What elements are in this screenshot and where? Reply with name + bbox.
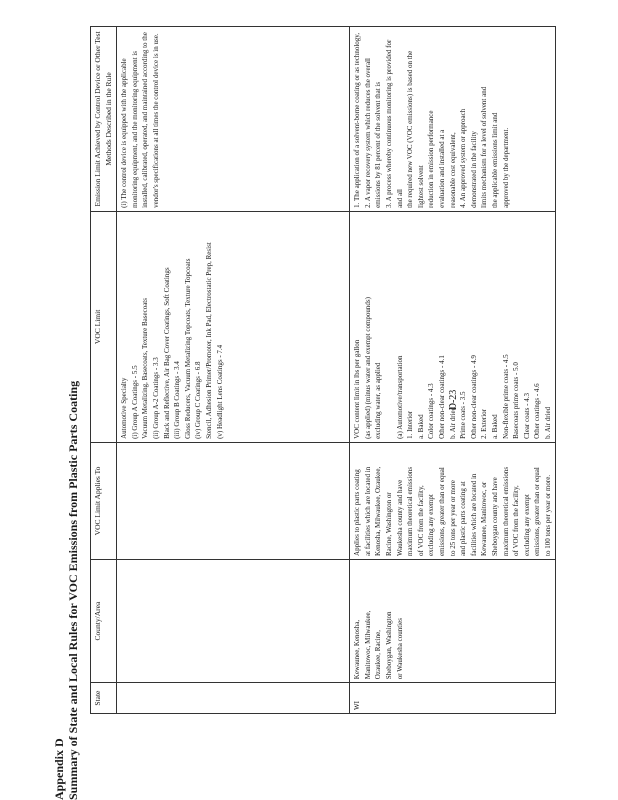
cell-line: the required new VOC (VOC emissions) is based on the lightest solvent [406,50,425,208]
cell-line: a. Baked [490,414,499,439]
cell-line: Sheboygan, Washington [384,611,393,680]
cell-line: evaluation and installed at a [437,129,446,208]
cell-line: (ii) Group A-2 Coatings - 3.3 [151,357,160,439]
cell-line [384,215,395,439]
cell-line: Waukesha county and have [395,479,404,556]
county-cell [117,559,350,682]
cell-line: at facilities which are located in [363,466,372,556]
cell-line: Vacuum Metalizing, Basecoats, Texture Basecoats [141,298,150,439]
cell-line: (i) Group A Coatings - 5.5 [130,365,139,439]
cell-line: to 25 tons per year or more [448,480,457,556]
cell-line: maximum theoretical emissions [406,466,415,556]
cell-line: Black and Reflective, Air Bag Cover Coatings, Soft Coatings [162,267,171,439]
cell-line: (i) The control device is equipped with the applicable monitoring equipment, and the monitoring equipment is installed, calibrated, operated, and maintained according to the vendor's specifications at all times the control device is in use. [120,32,160,208]
cell-line: emissions, greater than or equal [437,467,446,556]
cell-line: Other non-clear coatings - 4.1 [437,355,446,439]
cell-line: of VOC from the facility, [416,485,425,556]
cell-line: a. Baked [416,414,425,439]
column-header-county: County/Area [91,559,117,682]
cell-line: of VOC from the facility, [512,485,521,556]
cell-line: (as applied) (minus water and exempt compounds) [363,297,372,439]
cell-line: VOC content limit in lbs per gallon [353,339,362,439]
cell-line: 1. Interior [406,410,415,439]
cell-line: b. Air dried [448,406,457,439]
cell-line: limits mechanism for a level of solvent and [480,86,489,208]
control-method-cell [117,27,350,212]
cell-line: approved by the department. [501,127,510,208]
cell-line: 2. Exterior [480,408,489,439]
applies-to-cell [117,442,350,559]
cell-line: 2. A vapor recovery system which reduces the overall emissions by 81 percent of the solvent that is [363,58,383,208]
cell-line: (a) Automotive/transportation [395,355,404,439]
cell-line: Stencil, Adhesion Primer/Promoter, Ink Pad, Electrostatic Prep, Resist [204,242,213,439]
cell-line: the applicable emissions limit and [490,112,499,208]
cell-line: reasonable cost equivalent, [448,132,457,208]
cell-line: excluding any exempt [522,494,531,556]
cell-line: facilities which are located in [469,473,478,556]
cell-line: 4. An approved system or approach [459,108,468,208]
table-header-row [91,27,117,714]
cell-line: reduction in emission performance [427,110,436,208]
cell-line: Automotive Specialty [120,377,129,439]
cell-line: (iv) Group C Coatings - 6.8 [194,361,203,439]
state-cell: WI [350,683,556,714]
voc-limit-cell [117,211,350,442]
cell-line: Non-flexible prime coats - 4.5 [501,354,510,439]
cell-line: Other non-clear coatings - 4.9 [469,355,478,439]
cell-line: Color coatings - 4.3 [427,383,436,439]
cell-line: Manitowoc, Milwaukee, [363,610,372,680]
page-number: D-23 [448,389,459,411]
cell-line: excluding water, as applied [374,362,383,439]
column-header-control-device: Emission Limit Achieved by Control Device or Other Test Methods Described in the Rule [91,27,117,212]
state-cell [117,683,350,714]
cell-line: 3. A process whereby continuous monitoring is provided for and all [384,39,404,208]
cell-line: emissions, greater than or equal [533,467,542,556]
cell-line: excluding any exempt [427,494,436,556]
column-header-state: State [91,683,117,714]
cell-line: b. Air dried [543,406,552,439]
cell-line: Clear coats - 4.3 [522,393,531,439]
cell-line: Gloss Reducers, Vacuum Metalizing Topcoats, Texture Topcoats [183,258,192,439]
appendix-title: Appendix D [52,738,66,800]
cell-line: or Waukesha counties [395,618,404,680]
cell-line: Kewaunee, Kenosha, [353,619,362,680]
column-header-voc-limit: VOC Limit [91,211,117,442]
document-title: Summary of State and Local Rules for VOC Emissions from Plastic Parts Coating [66,380,80,800]
cell-line: Other coatings - 4.6 [533,383,542,439]
column-header-applies-to: VOC Limit Applies To [91,442,117,559]
cell-line: (iii) Group B Coatings - 3.4 [173,361,182,439]
cell-line: Kewaunee, Manitowoc, or [480,481,489,556]
cell-line: (v) Headlight Lens Coatings - 7.4 [215,344,224,439]
voc-rules-table [90,26,556,714]
cell-line: 1. The application of a solvent-borne coating or as technology, [353,32,362,208]
cell-line: Basecoats prime coats - 5.0 [512,362,521,439]
cell-line: demonstrated in the facility [469,131,478,208]
cell-line: and plastic parts coating at [459,481,468,556]
cell-line: Kenosha, Milwaukee, Ozaukee, [374,466,383,556]
cell-line: maximum theoretical emissions [501,466,510,556]
cell-line: Racine, Washington or [384,492,393,556]
cell-line: Sheboygan county and have [490,477,499,556]
cell-line: Prime coats - 3.5 [459,391,468,439]
cell-line: to 100 tons per year or more. [543,474,552,556]
cell-line: Ozaukee, Racine, [374,630,383,680]
table-row [117,27,350,714]
cell-line: Applies to plastic parts coating [353,469,362,556]
